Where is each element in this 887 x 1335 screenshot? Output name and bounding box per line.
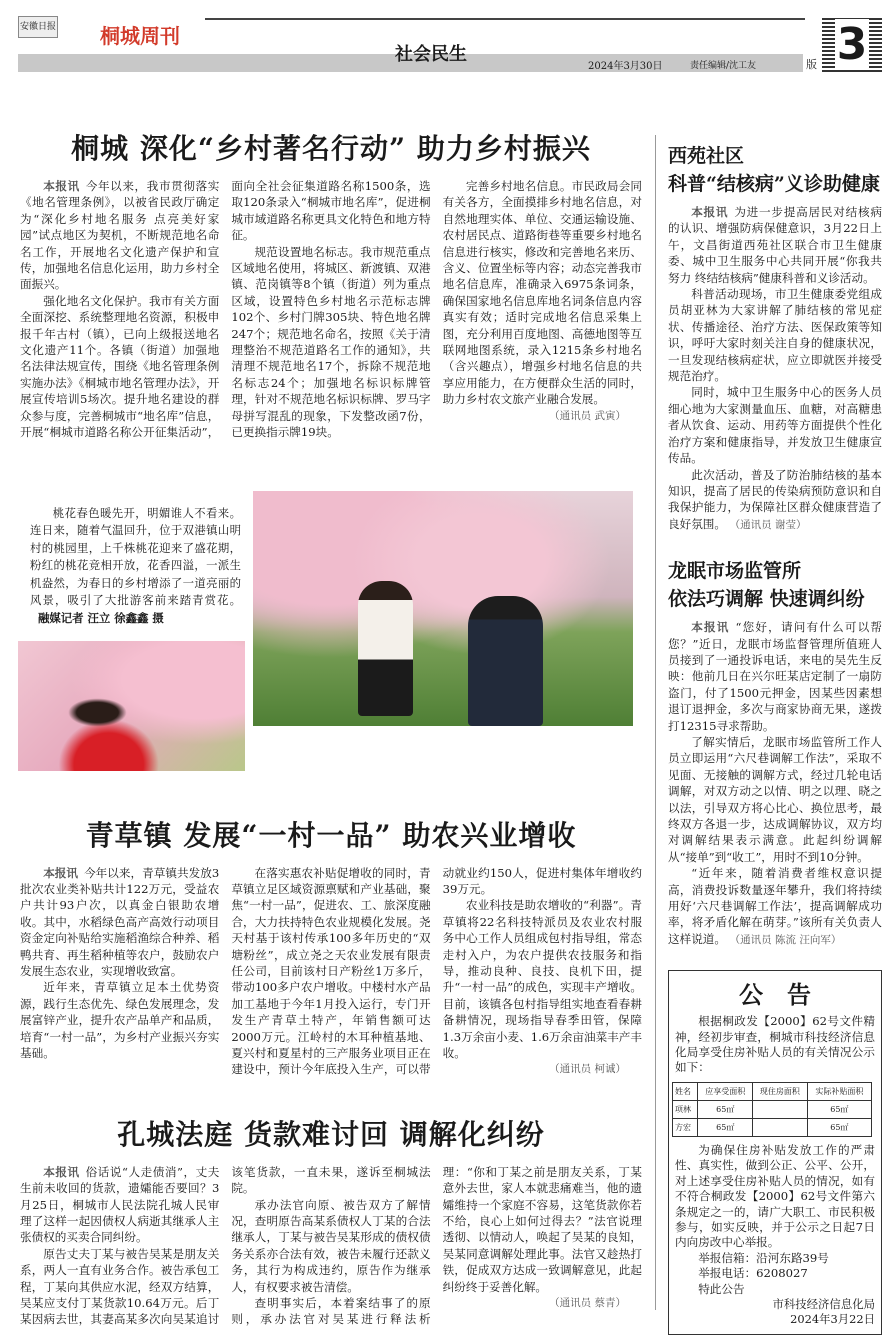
article4-paragraph: 科普活动现场，市卫生健康委党组成员胡亚林为大家讲解了肺结核的常见症状、传播途径、治疗方法、医保政策等知识，呼吁大家时刻关注自身的健康状况，一旦发现结核病症状，应立即就医并接受规范治疗。 [668, 287, 882, 384]
table-cell: 65㎡ [807, 1100, 871, 1118]
main-area [20, 128, 642, 1328]
table-header-row [673, 1082, 872, 1100]
article4 [668, 142, 882, 533]
table-row [673, 1118, 872, 1136]
section-title: 社会民生 [395, 44, 467, 65]
article5-paragraph: 本报讯 “您好，请问有什么可以帮您？”近日，龙眠市场监督管理所值班人员接到了一通投诉电话，来电的吴先生反映：他前几日在兴尔旺某店定制了一扇防盗门，付了1500元押金，因某些因素想退订退押金，多次与商家协商无果，遂拨打12315寻求帮助。 [668, 620, 882, 733]
article5-body [668, 619, 882, 948]
peach-blossom-photo-small [18, 641, 245, 771]
table-header: 应享受面积 [698, 1082, 753, 1100]
article4-byline: （通讯员 谢莹） [729, 518, 807, 531]
table-header: 现住房面积 [753, 1082, 808, 1100]
page-number-text: 3 [836, 19, 868, 70]
peach-blossom-photo-large [253, 491, 633, 726]
article5-lead: 本报讯 [691, 620, 730, 635]
anhui-daily-logo: 安徽日报 [18, 16, 58, 38]
table-cell: 项林 [673, 1100, 698, 1118]
table-header: 姓名 [673, 1082, 698, 1100]
issue-date: 2024年3月30日 [588, 61, 663, 72]
public-notice [668, 970, 882, 1335]
notice-intro: 根据桐政发【2000】62号文件精神，经初步审查，桐城市科技经济信息化局享受住房补贴人员的有关情况公示如下： [675, 1014, 875, 1075]
table-cell [753, 1118, 808, 1136]
article4-headline-line2: 科普“结核病”义诊助健康 [668, 173, 880, 195]
notice-body: 为确保住房补贴发放工作的严肃性、真实性，做到公正、公平、公开，对上述享受住房补贴人员的情况，如有不符合桐政发【2000】62号文件第六条规定之一的，请广大职工、市民积极参与，如实反映，并于公示之日起7日内向房改中心举报。 [675, 1142, 875, 1250]
photo-caption: 桃花春色暖先开，明媚谁人不看来。连日来，随着气温回升，位于双港镇山明村的桃园里，上千株桃花迎来了盛花期，粉红的桃花竞相开放，花香四溢，一派生机盎然，为春日的乡村增添了一道亮丽的风景，吸引了大批游客前来踏青赏花。融媒记者 汪立 徐鑫鑫 摄 [30, 505, 241, 626]
article1-lead: 本报讯 [43, 179, 80, 193]
article3-paragraph: 原告丈夫丁某与被告吴某是朋友关系，两人一直有业务合作。被告承包工程，丁某向其供应水泥，经双方结算，吴某应支付丁某货款10.64万元。后丁某因病去世，其妻高某多次向吴某追讨该笔货款，一直未果，遂诉至桐城法院。 [20, 1164, 431, 1327]
editor-credit: 责任编辑/沈工友 [690, 61, 757, 71]
notice-issuer: 市科技经济信息化局 [772, 1296, 875, 1311]
article5-headline-line1: 龙眠市场监管所 [668, 560, 802, 583]
article4-lead: 本报讯 [691, 205, 729, 219]
notice-closing: 特此公告 [698, 1281, 745, 1296]
article2-headline: 青草镇 发展“一村一品” 助农兴业增收 [85, 818, 577, 852]
photo-credit: 融媒记者 汪立 徐鑫鑫 摄 [38, 611, 164, 626]
table-row [673, 1100, 872, 1118]
article5-paragraph: 了解实情后，龙眠市场监管所工作人员立即运用“六尺巷调解工作法”，采取不见面、无接触的调解方式，经过几轮电话调解，对双方动之以情、明之以理、晓之以法，引导双方将心比心、换位思考，最终双方各退一步，达成调解协议，双方均对调解结果表示满意。此起纠纷调解从“接单”到“收工”，用时不到10分钟。 [668, 734, 882, 864]
table-cell: 65㎡ [698, 1100, 753, 1118]
article1-byline: （通讯员 武寅） [549, 409, 626, 422]
right-column [668, 142, 882, 1335]
masthead-rule [205, 18, 805, 20]
article2-paragraph: 在落实惠农补贴促增收的同时，青草镇立足区域资源禀赋和产业基础，聚焦“一村一品”，促进农、工、旅深度融合，大力扶持特色农业规模化发展。尧天村基于该村传承100多年历史的“双塘粉丝”，成立尧之天农业发展有限责任公司，目前该村日产粉丝1万多斤，带动100多户农户增收。中楼村水产品加工基地于今年1月投入运行，专门开发生产青草土特产，年销售额可达2000万元。江岭村的木耳种植基地、夏兴村和夏星村的三产服务业项目正在建设中，预计今年底投入生产，可以带动就业约150人，促进村集体年增收约39万元。 [231, 865, 642, 1077]
article4-paragraph: 此次活动，普及了防治肺结核的基本知识，提高了居民的传染病预防意识和自我保护能力，为保障社区群众健康营造了良好氛围。 （通讯员 谢莹） [668, 467, 882, 531]
article5 [668, 557, 882, 948]
notice-title: 公告 [739, 981, 835, 1010]
article2-body [20, 865, 642, 1078]
article1-headline: 桐城 深化“乡村著名行动” 助力乡村振兴 [71, 132, 591, 165]
article5-byline: （通讯员 陈流 汪向军） [729, 933, 842, 946]
article1-paragraph: 完善乡村地名信息。市民政局会同有关各方，全面摸排乡村地名信息，对自然地理实体、单位、交通运输设施、农村居民点、道路街巷等重要乡村地名信息进行核实，修改和完善地名来历、含义、位置坐标等内容；动态完善我市地名信息库，准确录入6975条词条，确保国家地名信息库地名词条信息内容真实有效；适时完成地名信息采集上图，充分利用百度地图、高德地图等互联网地图系统，录入1215条乡村地名（含兴趣点），增强乡村地名信息的共享应用能力，在方便群众生活的同时，助力乡村农文旅产业融合发展。 [442, 179, 642, 407]
table-header: 实际补贴面积 [807, 1082, 871, 1100]
notice-phone: 举报电话：6208027 [698, 1266, 808, 1281]
photographer-figure [468, 596, 543, 726]
page-label: 版 [806, 58, 817, 71]
notice-date: 2024年3月22日 [790, 1312, 875, 1327]
article4-headline-line1: 西苑社区 [668, 145, 745, 167]
article3-byline: （通讯员 蔡青） [549, 1297, 626, 1310]
article3-lead: 本报讯 [43, 1164, 80, 1179]
article2-paragraph: 农业科技是助农增收的“利器”。青草镇将22名科技特派员及农业农村服务中心工作人员组成包村指导组，常态走村入户，为农户提供农技服务和指导，推动良种、良技、良机下田，提升“一村一品”的成色，实现丰产增收。目前，该镇各包村指导组实地查看春耕备耕情况，现场指导春季田管，保障1.3万余亩小麦、1.6万余亩油菜丰产丰收。 [442, 898, 642, 1060]
article1-paragraph: 强化地名文化保护。我市有关方面全面深挖、系统整理地名资源，积极申报千年古村（镇），已向上级报送地名文化遗产11个。各镇（街道）加强地名法律法规宣传，围绕《地名管理条例实施办法》《桐城市地名管理办法》，开展宣传培训5场次。提升地名建设的群众参与度，完善桐城市“地名库”信息，开展“桐城市道路名称公开征集活动”，面向全社会征集道路名称1500条，选取120条录入“桐城市地名库”，促进桐城市域道路名称更具文化特色和地方特征。 [20, 179, 431, 440]
weekly-title: 桐城周刊 [100, 24, 180, 48]
article1-paragraph: 规范设置地名标志。我市规范重点区域地名使用，将城区、新渡镇、双港镇、范岗镇等8个镇（街道）列为重点区域，设置特色乡村地名示范标志牌102个、乡村门牌305块、特色地名牌247个；规范地名命名，按照《关于清理整治不规范道路名工作的通知》，共清理不规范地名17个，拆除不规范地名标志24个；加强地名标识标牌管理，针对不规范地名标识标牌、罗马字母拼写混乱的现象，下发整改函7份，已更换指示牌19块。 [231, 244, 431, 440]
article4-paragraph: 同时，城中卫生服务中心的医务人员细心地为大家测量血压、血糖，对高糖患者从饮食、运动、用药等方面提供个性化治疗方案和健康指导，并发放卫生健康宣传品。 [668, 385, 882, 466]
article3-paragraph: 承办法官向原、被告双方了解情况，查明原告高某系债权人丁某的合法继承人，丁某与被告吴某形成的债权债务关系亦合法有效，被告未履行还款义务，其行为构成违约，原告作为继承人，有权要求被告清偿。 [231, 1197, 431, 1294]
article2-paragraph: 本报讯 今年以来，青草镇共发放3批次农业类补贴共计122万元，受益农户共计93户次，以真金白银助农增收。其中，水稻绿色高产高效行动项目资金定向补贴给实施稻渔综合种养、稻鸭共育、再生稻种植等农户，鼓励农户发展生态农业，实现增收致富。 [20, 865, 220, 978]
photo-area [18, 491, 642, 771]
article2-lead: 本报讯 [43, 865, 79, 880]
article4-body [668, 204, 882, 533]
article3-headline: 孔城法庭 货款难讨回 调解化纠纷 [117, 1117, 545, 1151]
housing-subsidy-table [672, 1082, 872, 1137]
table-cell: 65㎡ [807, 1118, 871, 1136]
article2-byline: （通讯员 柯诚） [549, 1063, 626, 1076]
notice-mailbox: 举报信箱：沿河东路39号 [698, 1250, 829, 1265]
woman-figure [358, 581, 413, 716]
page-number [822, 18, 882, 72]
article1-paragraph: 本报讯 今年以来，我市贯彻落实《地名管理条例》，以被省民政厅确定为“深化乡村地名服务 点亮美好家园”试点地区为契机，不断规范地名命名工作，开展地名文化遗产保护和宣传，加强地名信息化运用，助力乡村全面振兴。 [20, 179, 220, 292]
table-cell: 65㎡ [698, 1118, 753, 1136]
article3-paragraph: 查明事实后，本着案结事了的原则，承办法官对吴某进行释法析理：“你和丁某之前是朋友关系，丁某意外去世，家人本就悲痛难当，他的遗孀维持一个家庭不容易，这笔货款你若不给，良心上如何过得去？”法官说理透彻、以情动人，唤起了吴某的良知，吴某同意调解处理此事。法官又趁热打铁，促成双方达成一致调解意见，此起纠纷终于妥善化解。 [231, 1164, 642, 1327]
article5-paragraph: “近年来，随着消费者维权意识提高，消费投诉数量逐年攀升，我们将持续用好‘六尺巷调解工作法’，提高调解成功率，将矛盾化解在萌芽。”该所有关负责人这样说道。 （通讯员 陈流 汪向军） [668, 866, 882, 946]
table-cell [753, 1100, 808, 1118]
article3-body [20, 1164, 642, 1328]
photo-left-column [18, 491, 245, 771]
article1-body [20, 178, 642, 441]
column-divider [655, 135, 656, 1310]
table-cell: 方宏 [673, 1118, 698, 1136]
article4-paragraph: 本报讯 为进一步提高居民对结核病的认识、增强防病保健意识，3月22日上午，文昌街道西苑社区联合市卫生健康委、城中卫生服务中心共同开展“你我共努力 终结结核病”健康科普和义诊活动。 [668, 205, 882, 285]
article3-paragraph: 本报讯 俗话说“人走债消”，丈夫生前未收回的货款，遗孀能否要回？3月25日，桐城市人民法院孔城人民审理了这样一起因债权人病逝其继承人主张债权的买卖合同纠纷。 [20, 1164, 220, 1245]
article2-paragraph: 近年来，青草镇立足本土优势资源，践行生态优先、绿色发展理念，发展富锌产业，提升农产品单产和品质，培育“一村一品”，为乡村产业振兴夯实基础。 [20, 980, 220, 1060]
article5-headline-line2: 依法巧调解 快速调纠纷 [668, 588, 865, 611]
